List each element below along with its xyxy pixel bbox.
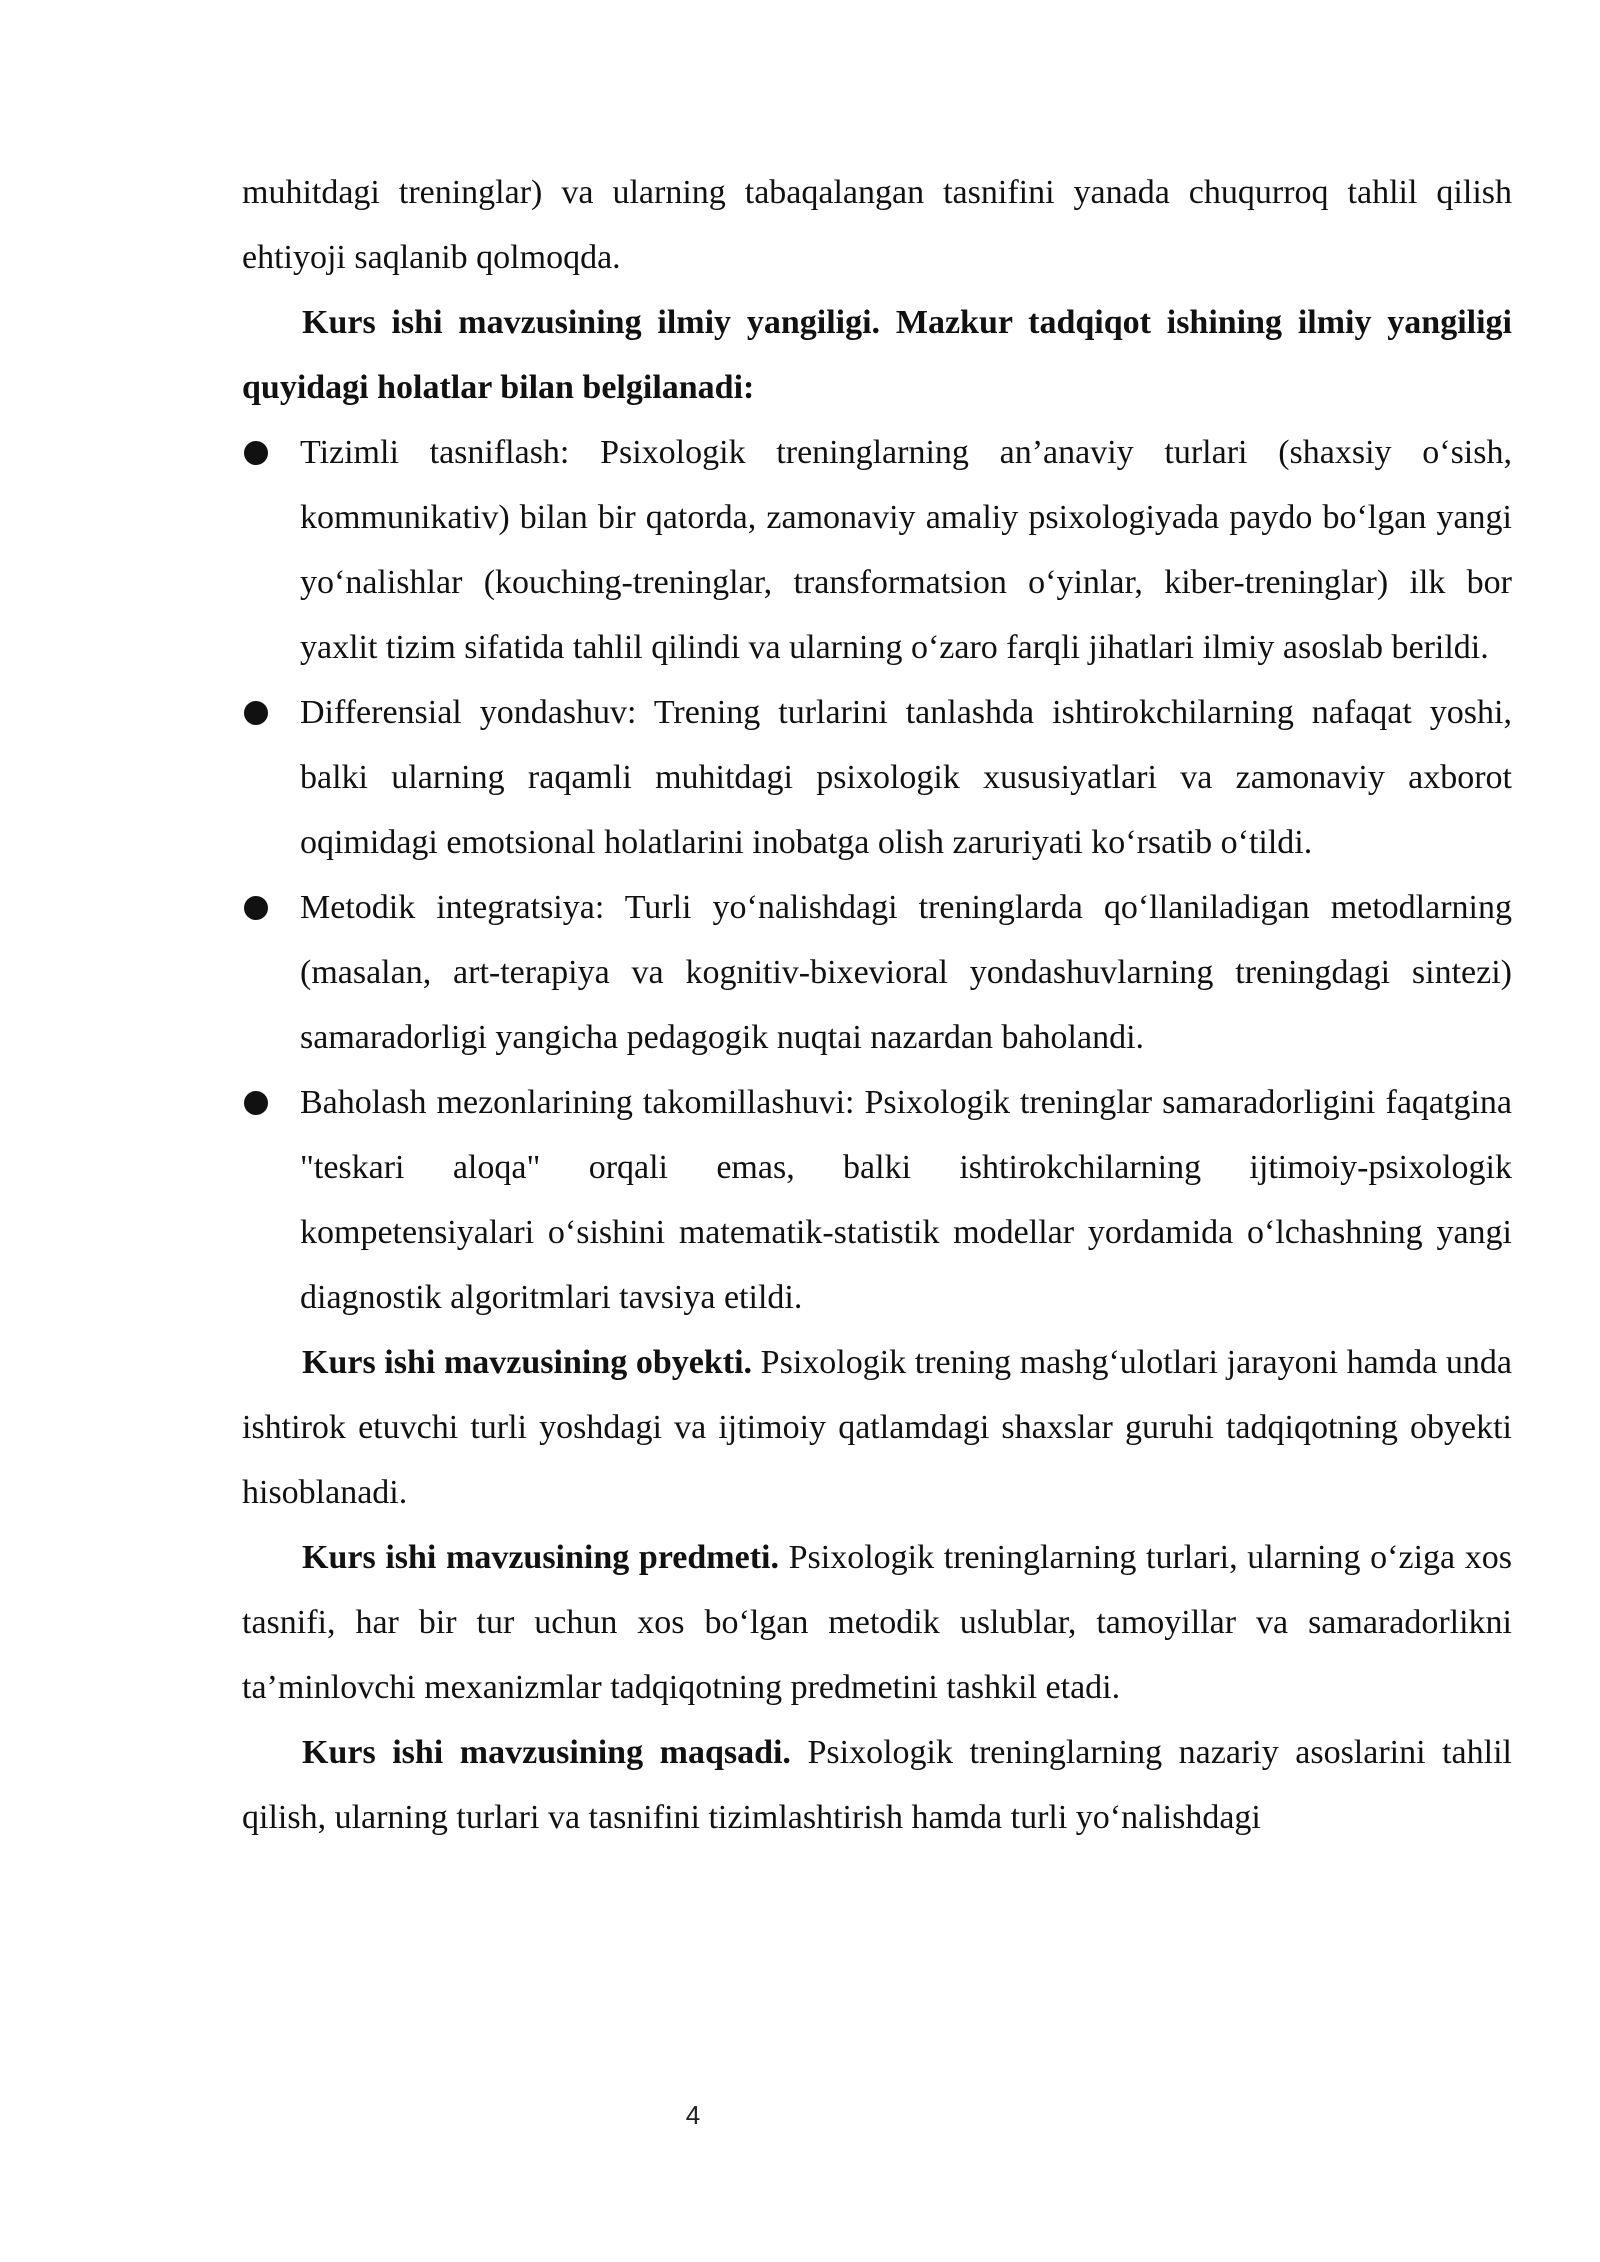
goal-text: Psixologik treninglarning nazariy asoslarini tahlil qilish, ularning turlari va tasnifini tizimlashtirish hamda turli yo‘nalishdagi (242, 1734, 1512, 1836)
list-item-text: Metodik integratsiya: Turli yo‘nalishdagi treninglarda qo‘llaniladigan metodlarning (masalan, art-terapiya va kognitiv-bixevioral yondashuvlarning treningdagi sintezi) samaradorligi yangicha pedagogik nuqtai nazardan baholandi. (300, 889, 1512, 1056)
list-item-text: Differensial yondashuv: Trening turlarini tanlashda ishtirokchilarning nafaqat yoshi, balki ularning raqamli muhitdagi psixologik xususiyatlari va zamonaviy axborot oqimidagi emotsional holatlarini inobatga olish zaruriyati ko‘rsatib o‘tildi. (300, 694, 1512, 861)
novelty-bold-text: Mazkur tadqiqot ishining ilmiy yangiligi quyidagi holatlar bilan belgilanadi: (242, 304, 1512, 406)
bullet-icon (244, 1091, 268, 1115)
intro-continuation-paragraph: muhitdagi treninglar) va ularning tabaqalangan tasnifini yanada chuqurroq tahlil qilish ehtiyoji saqlanib qolmoqda. (242, 174, 1512, 276)
list-item (242, 875, 1512, 1070)
object-text: Psixologik trening mashg‘ulotlari jarayoni hamda unda ishtirok etuvchi turli yoshdagi va ijtimoiy qatlamdagi shaxslar guruhi tadqiqotning obyekti hisoblanadi. (242, 1344, 1512, 1511)
document-body (242, 160, 1512, 1850)
bullet-icon (244, 701, 268, 725)
goal-heading: Kurs ishi mavzusining maqsadi. (302, 1734, 791, 1771)
list-item-text: Baholash mezonlarining takomillashuvi: Psixologik treninglar samaradorligini faqatgina "teskari aloqa" orqali emas, balki ishtirokchilarning ijtimoiy-psixologik kompetensiyalari o‘sishini matematik-statistik modellar yordamida o‘lchashning yangi diagnostik algoritmlari tavsiya etildi. (300, 1084, 1512, 1316)
list-item (242, 420, 1512, 680)
subject-heading: Kurs ishi mavzusining predmeti. (302, 1539, 779, 1576)
object-paragraph (242, 1330, 1512, 1525)
bullet-icon (244, 441, 268, 465)
novelty-paragraph (242, 290, 1512, 420)
goal-paragraph (242, 1720, 1512, 1850)
list-item (242, 1070, 1512, 1330)
subject-text: Psixologik treninglarning turlari, ularning o‘ziga xos tasnifi, har bir tur uchun xos bo‘lgan metodik uslublar, tamoyillar va samaradorlikni ta’minlovchi mexanizmlar tadqiqotning predmetini tashkil etadi. (242, 1539, 1513, 1706)
list-item-text: Tizimli tasniflash: Psixologik treninglarning an’anaviy turlari (shaxsiy o‘sish, kommunikativ) bilan bir qatorda, zamonaviy amaliy psixologiyada paydo bo‘lgan yangi yo‘nalishlar (kouching-treninglar, transformatsion o‘yinlar, kiber-treninglar) ilk bor yaxlit tizim sifatida tahlil qilindi va ularning o‘zaro farqli jihatlari ilmiy asoslab berildi. (300, 434, 1512, 666)
object-heading: Kurs ishi mavzusining obyekti. (302, 1344, 753, 1381)
novelty-bullet-list (242, 420, 1512, 1330)
list-item (242, 680, 1512, 875)
page-number: 4 (685, 2100, 701, 2130)
novelty-heading: Kurs ishi mavzusining ilmiy yangiligi. (302, 304, 881, 341)
subject-paragraph (242, 1525, 1512, 1720)
bullet-icon (244, 896, 268, 920)
